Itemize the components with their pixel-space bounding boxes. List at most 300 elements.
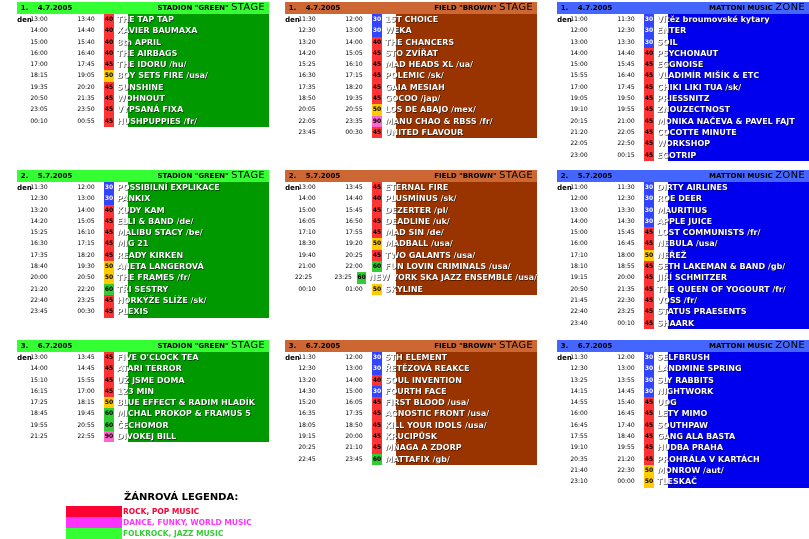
duration-badge: 30 (644, 205, 654, 216)
start-time: 14:15 (570, 387, 588, 395)
duration-badge: 40 (104, 14, 114, 25)
start-time: 17:00 (30, 61, 48, 69)
start-time: 17:35 (298, 83, 316, 91)
band-name: SHAARK (657, 318, 695, 328)
end-time: 12:00 (345, 354, 363, 361)
start-time: 15:20 (298, 399, 316, 407)
schedule-row (557, 127, 809, 138)
duration-badge: 40 (372, 375, 382, 386)
schedule-row (17, 284, 269, 295)
band-name: THE IDORU /hu/ (117, 60, 187, 70)
end-time: 20:20 (77, 83, 95, 91)
start-time: 14:30 (298, 387, 316, 395)
start-time: 19:15 (570, 274, 588, 282)
start-time: 12:00 (570, 27, 588, 35)
duration-badge: 30 (644, 193, 654, 204)
schedule-row (17, 397, 269, 408)
band-name: LOS DE ABAJO /mex/ (385, 105, 476, 115)
end-time: 22:20 (77, 285, 95, 293)
legend-title: ŽÁNROVÁ LEGENDA: (124, 492, 239, 503)
start-time: 13:00 (30, 354, 48, 361)
day-label: 2. den (557, 172, 572, 192)
schedule-row (285, 193, 537, 204)
duration-badge: 45 (644, 261, 654, 272)
end-time: 01:00 (345, 285, 363, 293)
end-time: 12:00 (77, 184, 95, 191)
end-time: 23:25 (617, 308, 635, 316)
duration-badge: 50 (104, 261, 114, 272)
legend-swatch (66, 517, 122, 528)
day-label: 1. den (17, 4, 32, 24)
duration-badge: 45 (644, 116, 654, 127)
band-name: GAIA MESIAH (385, 82, 445, 92)
band-name: 8th APRIL (117, 37, 162, 47)
duration-badge: 60 (372, 454, 382, 465)
schedule-row (17, 14, 269, 25)
end-time: 16:10 (77, 229, 95, 237)
band-name: POLEMIC /sk/ (385, 71, 444, 81)
date-label: 4.7.2005 (577, 4, 613, 12)
schedule-row (557, 116, 809, 127)
start-time: 22:40 (30, 296, 48, 304)
duration-badge: 40 (104, 48, 114, 59)
schedule-row (557, 250, 809, 261)
start-time: 14:20 (298, 49, 316, 57)
band-name: JIŘÍ SCHMITZER (657, 273, 728, 283)
duration-badge: 50 (644, 250, 654, 261)
end-time: 12:30 (617, 195, 635, 203)
stage-type: STAGE (499, 340, 533, 351)
end-time: 22:05 (617, 128, 635, 136)
schedule-row (17, 93, 269, 104)
schedule-row (285, 284, 537, 295)
band-name: DEZERTER /pl/ (385, 205, 449, 215)
start-time: 16:30 (298, 72, 316, 80)
start-time: 12:30 (298, 365, 316, 373)
band-name: COCOTTE MINUTE (657, 127, 737, 137)
band-name: ROE DEER (657, 194, 702, 204)
start-time: 19:10 (570, 106, 588, 114)
end-time: 11:30 (617, 16, 635, 23)
end-time: 20:25 (345, 251, 363, 259)
end-time: 19:45 (77, 410, 95, 418)
stage-type: ZONE (775, 340, 805, 351)
band-name: TLESKAČ (657, 477, 698, 487)
date-label: 4.7.2005 (37, 4, 73, 12)
end-time: 20:55 (77, 421, 95, 429)
end-time: 18:00 (617, 251, 635, 259)
schedule-row (557, 408, 809, 419)
duration-badge: 45 (104, 238, 114, 249)
start-time: 20:35 (570, 455, 588, 463)
start-time: 13:00 (298, 184, 316, 191)
schedule-row (285, 82, 537, 93)
start-time: 20:25 (298, 444, 316, 452)
end-time: 11:30 (617, 184, 635, 191)
band-name: ANETA LANGEROVÁ (117, 262, 204, 272)
day-label: 3. den (557, 342, 572, 362)
schedule-row (285, 182, 537, 193)
duration-badge: 60 (104, 408, 114, 419)
start-time: 14:00 (30, 365, 48, 373)
start-time: 18:05 (298, 421, 316, 429)
start-time: 13:00 (570, 206, 588, 214)
schedule-row (17, 295, 269, 306)
duration-badge: 40 (104, 25, 114, 36)
duration-badge: 45 (644, 104, 654, 115)
schedule-row (557, 82, 809, 93)
start-time: 00:10 (298, 285, 316, 293)
band-name: SLY RABBITS (657, 375, 714, 385)
start-time: 15:10 (30, 376, 48, 384)
end-time: 22:55 (77, 433, 95, 441)
band-name: SKYLINE (385, 284, 423, 294)
duration-badge: 45 (644, 284, 654, 295)
start-time: 15:00 (30, 38, 48, 46)
end-time: 18:55 (617, 263, 635, 271)
schedule-row (557, 182, 809, 193)
duration-badge: 45 (104, 352, 114, 363)
schedule-row (557, 227, 809, 238)
date-label: 5.7.2005 (577, 172, 613, 180)
duration-badge: 30 (372, 352, 382, 363)
duration-badge: 45 (644, 227, 654, 238)
end-time: 16:10 (345, 61, 363, 69)
duration-badge: 90 (372, 116, 382, 127)
duration-badge: 45 (104, 93, 114, 104)
end-time: 00:30 (77, 308, 95, 316)
stage-type: ZONE (775, 170, 805, 181)
schedule-row (285, 116, 537, 127)
stage-title (346, 2, 537, 14)
end-time: 00:30 (345, 128, 363, 136)
band-name: NIGHTWORK (657, 386, 714, 396)
legend-item-dance (66, 517, 256, 528)
end-time: 20:50 (77, 274, 95, 282)
start-time: 16:00 (570, 410, 588, 418)
schedule-table (285, 182, 537, 295)
duration-badge: 90 (104, 431, 114, 442)
band-name: HORKÝŽE SLÍŽE /sk/ (117, 295, 207, 305)
schedule-row (285, 238, 537, 249)
start-time: 17:35 (30, 251, 48, 259)
legend-swatch (66, 528, 122, 539)
end-time: 15:45 (345, 206, 363, 214)
stage-schedule-green-day3 (17, 340, 269, 442)
band-name: ATARI TERROR (117, 364, 182, 374)
end-time: 23:25 (77, 296, 95, 304)
start-time: 18:15 (30, 72, 48, 80)
schedule-row (17, 205, 269, 216)
schedule-row (285, 48, 537, 59)
end-time: 17:15 (77, 240, 95, 248)
schedule-row (17, 363, 269, 374)
end-time: 19:30 (77, 263, 95, 271)
start-time: 19:15 (298, 433, 316, 441)
start-time: 21:40 (570, 466, 588, 474)
stage-type: STAGE (231, 2, 265, 13)
duration-badge: 30 (644, 14, 654, 25)
band-name: GANG ALA BASTA (657, 432, 736, 442)
band-name: ENTER (657, 26, 687, 36)
end-time: 14:40 (77, 27, 95, 35)
duration-badge: 45 (104, 306, 114, 317)
legend-swatch (66, 506, 122, 517)
band-name: VYPSANÁ FIXA (117, 105, 184, 115)
duration-badge: 30 (104, 182, 114, 193)
band-name: GOCOO /jap/ (385, 94, 441, 104)
start-time: 12:30 (298, 27, 316, 35)
schedule-row (557, 295, 809, 306)
band-name: FIRST BLOOD /usa/ (385, 398, 470, 408)
band-name: NEW YORK SKA JAZZ ENSEMBLE /usa/ (368, 273, 537, 283)
schedule-row (285, 227, 537, 238)
end-time: 14:00 (345, 38, 363, 46)
schedule-row (285, 25, 537, 36)
end-time: 18:20 (345, 83, 363, 91)
duration-badge: 45 (104, 104, 114, 115)
end-time: 21:35 (77, 95, 95, 103)
schedule-row (285, 431, 537, 442)
duration-badge: 50 (644, 476, 654, 487)
schedule-row (285, 127, 537, 138)
start-time: 14:00 (30, 27, 48, 35)
schedule-row (285, 442, 537, 453)
band-name: LETY MIMO (657, 409, 708, 419)
band-name: SOIL (657, 37, 678, 47)
start-time: 14:00 (570, 217, 588, 225)
band-name: BLUE EFFECT & RADIM HLADÍK (117, 398, 255, 408)
band-name: MADBALL /usa/ (385, 239, 453, 249)
schedule-row (557, 205, 809, 216)
schedule-row (17, 216, 269, 227)
schedule-table (17, 352, 269, 442)
end-time: 18:20 (77, 251, 95, 259)
schedule-row (285, 272, 537, 283)
start-time: 00:10 (30, 117, 48, 125)
band-name: WOHNOUT (117, 94, 165, 104)
start-time: 23:40 (570, 319, 588, 327)
stage-type: STAGE (231, 170, 265, 181)
start-time: 16:00 (570, 240, 588, 248)
start-time: 11:30 (298, 354, 316, 361)
band-name: STATUS PRAESENTS (657, 307, 747, 317)
schedule-table (285, 352, 537, 465)
end-time: 13:40 (77, 16, 95, 23)
schedule-row (557, 59, 809, 70)
start-time: 11:00 (570, 16, 588, 23)
day-label: 3. den (17, 342, 32, 362)
schedule-row (285, 37, 537, 48)
schedule-row (557, 318, 809, 329)
duration-badge: 45 (372, 127, 382, 138)
band-name: TWO GALANTS /usa/ (385, 250, 476, 260)
band-name: SETH LAKEMAN & BAND /gb/ (657, 262, 786, 272)
start-time: 16:30 (30, 240, 48, 248)
schedule-row (285, 250, 537, 261)
schedule-row (557, 352, 809, 363)
stage-type: STAGE (499, 2, 533, 13)
start-time: 13:20 (30, 206, 48, 214)
schedule-row (557, 193, 809, 204)
end-time: 23:45 (345, 455, 363, 463)
schedule-row (557, 37, 809, 48)
start-time: 18:10 (570, 263, 588, 271)
start-time: 17:10 (298, 229, 316, 237)
band-name: PLUSMÍNUS /sk/ (385, 194, 457, 204)
start-time: 23:00 (570, 151, 588, 159)
schedule-row (17, 70, 269, 81)
duration-badge: 60 (104, 284, 114, 295)
schedule-row (285, 363, 537, 374)
band-name: 1ST CHOICE (385, 15, 439, 24)
start-time: 15:00 (298, 206, 316, 214)
start-time: 12:30 (30, 195, 48, 203)
schedule-row (557, 306, 809, 317)
stage-name: FIELD "BROWN" (434, 342, 500, 350)
duration-badge: 45 (104, 116, 114, 127)
duration-badge: 45 (644, 127, 654, 138)
start-time: 12:30 (570, 365, 588, 373)
schedule-row (17, 59, 269, 70)
start-time: 15:00 (570, 61, 588, 69)
duration-badge: 45 (372, 216, 382, 227)
end-time: 17:55 (345, 229, 363, 237)
start-time: 20:15 (570, 117, 588, 125)
end-time: 15:05 (77, 217, 95, 225)
end-time: 16:40 (617, 72, 635, 80)
band-name: MATTAFIX /gb/ (385, 454, 450, 464)
end-time: 21:00 (617, 117, 635, 125)
date-label: 6.7.2005 (305, 342, 341, 350)
schedule-row (17, 420, 269, 431)
band-name: THE TAP TAP (117, 15, 174, 24)
schedule-row (285, 420, 537, 431)
start-time: 11:30 (298, 16, 316, 23)
band-name: 5TH ELEMENT (385, 353, 448, 362)
end-time: 14:30 (617, 217, 635, 225)
schedule-row (557, 93, 809, 104)
schedule-row (285, 93, 537, 104)
schedule-row (557, 465, 809, 476)
stage-name: STADION "GREEN" (157, 4, 232, 12)
band-name: DIRTY AIRLINES (657, 183, 728, 192)
legend-item-folk (66, 528, 256, 539)
duration-badge: 45 (372, 205, 382, 216)
duration-badge: 50 (104, 397, 114, 408)
end-time: 13:30 (617, 38, 635, 46)
duration-badge: 45 (644, 295, 654, 306)
band-name: NEŘEŽ (657, 250, 687, 260)
schedule-row (285, 216, 537, 227)
start-time: 14:55 (570, 399, 588, 407)
start-time: 20:50 (30, 95, 48, 103)
schedule-row (17, 386, 269, 397)
band-name: MIG 21 (117, 239, 149, 249)
schedule-row (557, 48, 809, 59)
schedule-row (557, 397, 809, 408)
duration-badge: 30 (372, 14, 382, 25)
schedule-row (17, 352, 269, 363)
start-time: 22:45 (298, 455, 316, 463)
start-time: 17:00 (570, 83, 588, 91)
band-name: XAVIER BAUMAXA (117, 26, 198, 36)
duration-badge: 45 (372, 420, 382, 431)
schedule-row (17, 375, 269, 386)
duration-badge: 30 (372, 363, 382, 374)
schedule-row (557, 454, 809, 465)
band-name: APPLE JUICE (657, 216, 713, 226)
band-name: FOURTH FACE (385, 386, 447, 396)
band-name: MÑAGA A ZDORP (385, 443, 462, 453)
end-time: 17:40 (617, 421, 635, 429)
band-name: WEKA (385, 26, 412, 36)
start-time: 13:20 (298, 38, 316, 46)
date-label: 4.7.2005 (305, 4, 341, 12)
duration-badge: 30 (644, 375, 654, 386)
stage-title (618, 340, 809, 352)
end-time: 13:00 (77, 195, 95, 203)
end-time: 23:35 (345, 117, 363, 125)
duration-badge: 45 (644, 138, 654, 149)
duration-badge: 30 (644, 216, 654, 227)
band-name: LANDMINE SPRING (657, 364, 742, 374)
duration-badge: 45 (644, 408, 654, 419)
start-time: 13:25 (570, 376, 588, 384)
start-time: 14:00 (298, 195, 316, 203)
stage-name: MATTONI MUSIC (708, 342, 776, 350)
schedule-row (17, 408, 269, 419)
band-name: ŘETĚZOVÁ REAKCE (385, 364, 470, 374)
start-time: 17:55 (570, 433, 588, 441)
schedule-row (17, 104, 269, 115)
schedule-row (17, 238, 269, 249)
duration-badge: 45 (644, 454, 654, 465)
band-name: 123 MIN (117, 386, 155, 396)
end-time: 21:10 (345, 444, 363, 452)
end-time: 23:50 (77, 106, 95, 114)
schedule-row (557, 261, 809, 272)
duration-badge: 45 (644, 306, 654, 317)
start-time: 22:05 (298, 117, 316, 125)
end-time: 22:30 (617, 296, 635, 304)
duration-badge: 60 (372, 261, 382, 272)
stage-name: FIELD "BROWN" (434, 4, 500, 12)
duration-badge: 45 (372, 227, 382, 238)
legend-label: ROCK, POP MUSIC (123, 507, 200, 516)
end-time: 13:45 (77, 354, 95, 361)
duration-badge: 40 (644, 48, 654, 59)
band-name: THE CHANCERS (385, 37, 455, 47)
stage-title (346, 340, 537, 352)
duration-badge: 45 (104, 386, 114, 397)
end-time: 22:00 (345, 263, 363, 271)
duration-badge: 30 (372, 386, 382, 397)
end-time: 14:40 (345, 195, 363, 203)
schedule-row (285, 408, 537, 419)
duration-badge: 45 (104, 82, 114, 93)
duration-badge: 45 (104, 250, 114, 261)
duration-badge: 50 (372, 238, 382, 249)
end-time: 15:40 (77, 38, 95, 46)
duration-badge: 45 (372, 70, 382, 81)
stage-title (78, 170, 269, 182)
schedule-row (17, 272, 269, 283)
start-time: 19:35 (30, 83, 48, 91)
schedule-row (285, 454, 537, 465)
schedule-row (557, 386, 809, 397)
duration-badge: 45 (644, 93, 654, 104)
